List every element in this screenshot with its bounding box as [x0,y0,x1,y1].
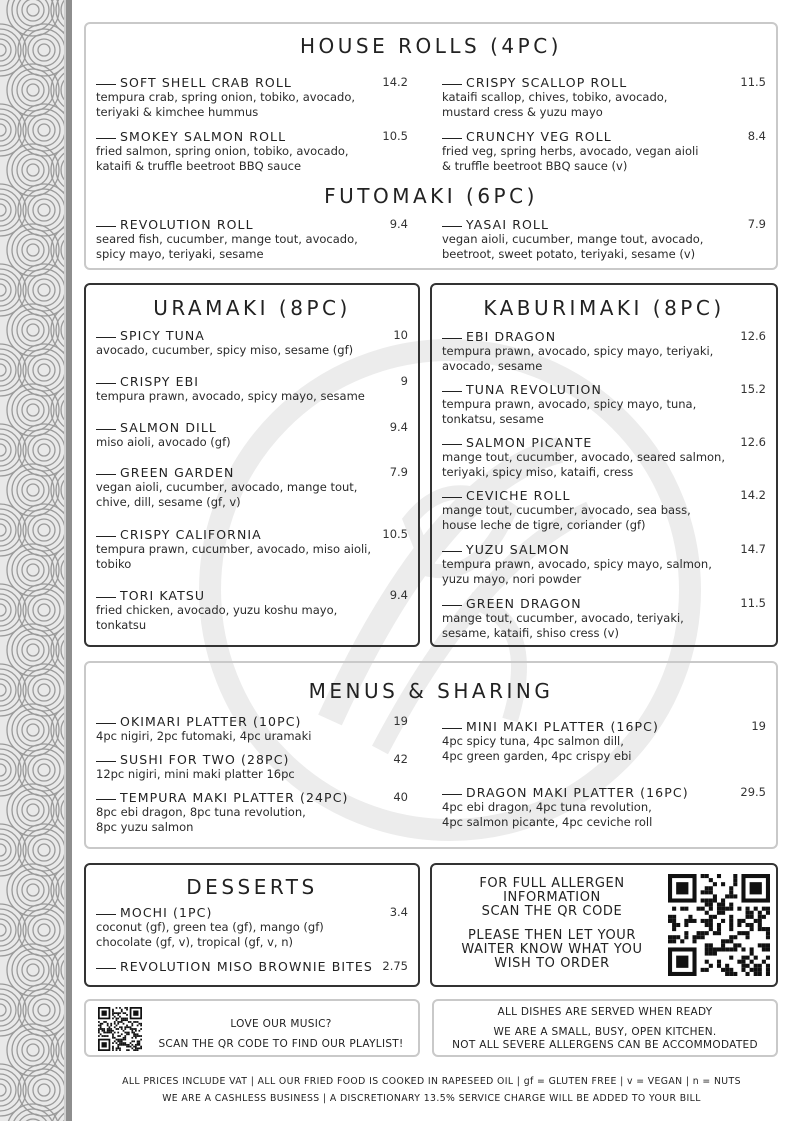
menu-item-name: SUSHI FOR TWO (28PC) [120,752,290,767]
menu-item-description: tempura prawn, avocado, spicy mayo, salmon, [442,557,712,571]
allergen-line-3: SCAN THE QR CODE [481,904,623,919]
menu-item-name: TUNA REVOLUTION [466,382,602,397]
menu-item-price: 9.4 [389,217,408,231]
menu-item-name: YASAI ROLL [466,217,550,232]
menu-item-description: fried salmon, spring onion, tobiko, avocado, [96,144,349,158]
menu-item-price: 7.9 [389,465,408,479]
menu-item-price: 11.5 [740,75,766,89]
menu-item-description: 4pc green garden, 4pc crispy ebi [442,749,632,763]
menu-item-description: tempura prawn, cucumber, avocado, miso aioli, [96,542,372,556]
menu-item-name: SOFT SHELL CRAB ROLL [120,75,292,90]
menu-item-name: CRUNCHY VEG ROLL [466,129,612,144]
house-rolls-menu-item [442,75,766,120]
kitchen-line-3: NOT ALL SEVERE ALLERGENS CAN BE ACCOMMODATED [452,1039,758,1051]
menu-item-price: 9.4 [389,420,408,434]
menu-item-price: 40 [393,790,408,804]
menu-item-description: seared fish, cucumber, mange tout, avocado, [96,232,358,246]
menu-item-description: kataifi & truffle beetroot BBQ sauce [96,159,302,173]
footer-line-1: ALL PRICES INCLUDE VAT | ALL OUR FRIED FOOD IS COOKED IN RAPESEED OIL | gf = GLUTEN FREE | v = VEGAN | n = NUTS [122,1076,741,1087]
menu-item-description: tonkatsu, sesame [442,412,544,426]
menu-item-name: MOCHI (1PC) [120,905,213,920]
menu-item-description: vegan aioli, cucumber, mange tout, avocado, [442,232,704,246]
kaburimaki-title: KABURIMAKI (8PC) [483,296,725,320]
desserts-section [84,863,420,987]
menu-item-name: REVOLUTION MISO BROWNIE BITES [120,959,373,974]
menus-sharing-section [84,661,778,849]
menu-item-description: tempura prawn, avocado, spicy mayo, tuna, [442,397,697,411]
menu-item-description: tempura prawn, avocado, spicy mayo, sesame [96,389,365,403]
menu-item-description: 4pc salmon picante, 4pc ceviche roll [442,815,653,829]
menu-item-description: tempura crab, spring onion, tobiko, avocado, [96,90,356,104]
menu-item-price: 2.75 [382,959,408,973]
menu-item-name: TEMPURA MAKI PLATTER (24PC) [120,790,349,805]
menu-item-description: & truffle beetroot BBQ sauce (v) [442,159,628,173]
music-line-1: LOVE OUR MUSIC? [230,1018,332,1030]
kitchen-line-1: ALL DISHES ARE SERVED WHEN READY [497,1006,713,1018]
menu-item-description: tonkatsu [96,618,147,632]
menu-item-description: mustard cress & yuzu mayo [442,105,603,119]
menu-item-name: OKIMARI PLATTER (10PC) [120,714,302,729]
menu-item-description: spicy mayo, teriyaki, sesame [96,247,264,261]
menu-item-description: beetroot, sweet potato, teriyaki, sesame (v) [442,247,696,261]
house-rolls-menu-item [96,129,408,174]
menu-item-price: 10.5 [382,527,408,541]
house-rolls-menu-item [442,129,766,174]
menu-item-name: MINI MAKI PLATTER (16PC) [466,719,659,734]
menu-item-price: 14.7 [740,542,766,556]
menu-item-name: CRISPY EBI [120,374,200,389]
menu-item-name: GREEN DRAGON [466,596,582,611]
music-line-2: SCAN THE QR CODE TO FIND OUR PLAYLIST! [158,1038,404,1050]
allergen-line-2: INFORMATION [503,890,601,905]
house-rolls-title: HOUSE ROLLS (4PC) [300,34,562,58]
menu-item-description: 8pc ebi dragon, 8pc tuna revolution, [96,805,306,819]
menu-item-name: TORI KATSU [120,588,206,603]
order-quantity-blank[interactable] [96,226,116,227]
menu-item-name: CRISPY CALIFORNIA [120,527,262,542]
footer-line-2: WE ARE A CASHLESS BUSINESS | A DISCRETIONARY 13.5% SERVICE CHARGE WILL BE ADDED TO YOUR BILL [162,1093,701,1104]
wave-pattern [0,0,66,1121]
menu-item-description: fried veg, spring herbs, avocado, vegan aioli [442,144,699,158]
menu-item-price: 12.6 [740,329,766,343]
order-quantity-blank[interactable] [442,226,462,227]
futomaki-menu-item [442,217,766,262]
kitchen-line-2: WE ARE A SMALL, BUSY, OPEN KITCHEN. [493,1026,717,1038]
menu-item-name: CEVICHE ROLL [466,488,571,503]
allergen-line-5: WAITER KNOW WHAT YOU [461,942,643,957]
allergen-line-1: FOR FULL ALLERGEN [479,876,625,891]
menu-item-price: 7.9 [747,217,766,231]
allergen-line-4: PLEASE THEN LET YOUR [467,928,637,943]
menu-item-price: 15.2 [740,382,766,396]
order-quantity-blank[interactable] [442,138,462,139]
menu-item-description: 4pc ebi dragon, 4pc tuna revolution, [442,800,652,814]
allergen-qr-code-icon[interactable] [668,874,770,976]
menu-item-name: YUZU SALMON [466,542,571,557]
order-quantity-blank[interactable] [96,84,116,85]
uramaki-section [84,283,420,647]
menu-item-price: 3.4 [389,905,408,919]
menu-item-price: 10 [393,328,408,342]
menu-item-description: tobiko [96,557,132,571]
menu-item-description: 4pc nigiri, 2pc futomaki, 4pc uramaki [96,729,312,743]
menu-item-name: REVOLUTION ROLL [120,217,254,232]
menu-item-price: 29.5 [740,785,766,799]
order-quantity-blank[interactable] [442,84,462,85]
menu-item-description: tempura prawn, avocado, spicy mayo, teriyaki, [442,344,714,358]
menu-item-price: 9 [400,374,408,388]
menu-item-description: fried chicken, avocado, yuzu koshu mayo, [96,603,338,617]
menu-item-price: 9.4 [389,588,408,602]
order-quantity-blank[interactable] [96,138,116,139]
menu-item-description: 8pc yuzu salmon [96,820,194,834]
menu-item-name: EBI DRAGON [466,329,557,344]
allergen-section [430,863,778,987]
menu-item-name: SALMON DILL [120,420,217,435]
menu-item-description: 4pc spicy tuna, 4pc salmon dill, [442,734,624,748]
menu-item-description: avocado, sesame [442,359,543,373]
menu-item-name: SPICY TUNA [120,328,205,343]
menu-item-name: SMOKEY SALMON ROLL [120,129,287,144]
menu-item-description: vegan aioli, cucumber, avocado, mange tout, [96,480,358,494]
allergen-line-6: WISH TO ORDER [494,956,610,971]
futomaki-menu-item [96,217,408,262]
menu-item-name: DRAGON MAKI PLATTER (16PC) [466,785,689,800]
menu-item-description: mange tout, cucumber, avocado, teriyaki, [442,611,684,625]
desserts-title: DESSERTS [186,875,318,899]
menu-item-description: miso aioli, avocado (gf) [96,435,231,449]
menu-item-description: coconut (gf), green tea (gf), mango (gf) [96,920,324,934]
uramaki-title: URAMAKI (8PC) [153,296,351,320]
kitchen-notice-section [432,999,778,1057]
page-edge-strip [64,0,72,1121]
menu-item-description: teriyaki, spicy miso, kataifi, cress [442,465,634,479]
house-rolls-menu-item [96,75,408,120]
menu-item-description: mange tout, cucumber, avocado, sea bass, [442,503,691,517]
menu-item-description: house leche de tigre, coriander (gf) [442,518,646,532]
menu-item-price: 14.2 [382,75,408,89]
menu-item-description: kataifi scallop, chives, tobiko, avocado, [442,90,668,104]
menus-sharing-title: MENUS & SHARING [308,679,554,703]
menu-item-price: 10.5 [382,129,408,143]
menu-item-price: 19 [751,719,766,733]
menu-item-description: 12pc nigiri, mini maki platter 16pc [96,767,295,781]
menu-item-price: 8.4 [747,129,766,143]
playlist-qr-code-icon[interactable] [98,1007,142,1051]
futomaki-title: FUTOMAKI (6PC) [324,184,538,208]
menu-item-price: 14.2 [740,488,766,502]
menu-item-price: 12.6 [740,435,766,449]
menu-item-price: 19 [393,714,408,728]
menu-item-description: sesame, kataifi, shiso cress (v) [442,626,619,640]
menu-item-description: chive, dill, sesame (gf, v) [96,495,241,509]
menu-item-name: GREEN GARDEN [120,465,235,480]
menu-item-name: CRISPY SCALLOP ROLL [466,75,628,90]
menu-item-description: yuzu mayo, nori powder [442,572,582,586]
menu-item-description: mange tout, cucumber, avocado, seared salmon, [442,450,726,464]
menu-item-name: SALMON PICANTE [466,435,593,450]
menu-item-description: teriyaki & kimchee hummus [96,105,259,119]
music-section [84,999,420,1057]
menu-item-description: avocado, cucumber, spicy miso, sesame (gf) [96,343,354,357]
menu-item-price: 42 [393,752,408,766]
menu-item-price: 11.5 [740,596,766,610]
menu-item-description: chocolate (gf, v), tropical (gf, v, n) [96,935,294,949]
kaburimaki-section [430,283,778,647]
